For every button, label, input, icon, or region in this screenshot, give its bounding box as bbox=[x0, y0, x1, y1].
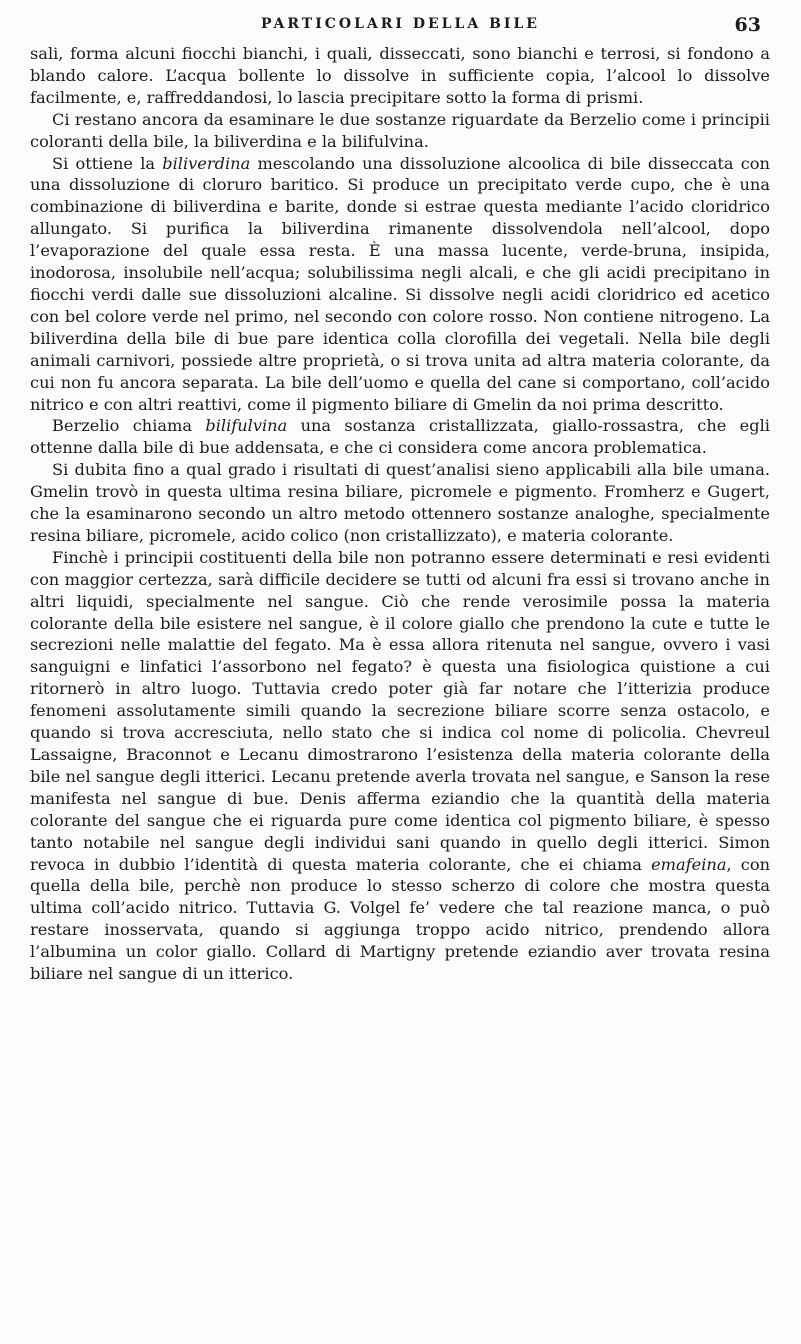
text-run: Ci restano ancora da esaminare le due sostanze riguardate da Berzelio come i principii coloranti della bile, la biliverdina e la bilifulvina. bbox=[30, 109, 770, 151]
paragraph bbox=[30, 459, 770, 547]
paragraph bbox=[30, 43, 770, 109]
text-run: una sostanza cristallizzata, giallo-rossastra, che egli ottenne dalla bile di bue addensata, e che ci considera come ancora problematica. bbox=[30, 416, 770, 458]
text-run: mescolando una dissoluzione alcoolica di bile disseccata con una dissoluzione di cloruro baritico. Si produce un precipitato verde cupo, che è una combinazione di biliverdina e barite, donde si estrae questa mediante l’acido cloridrico allungato. Si purifica la biliverdina rimanente dissolvendola nell’alcool, dopo l’evaporazione del quale essa resta. È una massa lucente, verde-bruna, insipida, inodorosa, insolubile nell’acqua; solubilissima negli alcali, e che gli acidi precipitano in fiocchi verdi dalle sue dissoluzioni alcaline. Si dissolve negli acidi cloridrico ed acetico con bel colore verde nel primo, nel secondo con colore rosso. Non contiene nitrogeno. La biliverdina della bile di bue pare identica colla clorofilla dei vegetali. Nella bile degli animali carnivori, possiede altre proprietà, o si trova unita ad altra materia colorante, da cui non fu ancora separata. La bile dell’uomo e quella del cane si comportano, coll’acido nitrico e con altri reattivi, come il pigmento biliare di Gmelin da noi prima descritto. bbox=[30, 153, 770, 414]
text-run: sali, forma alcuni fiocchi bianchi, i quali, disseccati, sono bianchi e terrosi, si fondono a blando calore. L’acqua bollente lo dissolve in sufficiente copia, l’alcool lo dissolve facilmente, e, raffreddandosi, lo lascia precipitare sotto la forma di prismi. bbox=[30, 44, 770, 107]
paragraph bbox=[30, 547, 770, 985]
paragraph bbox=[30, 109, 770, 153]
body-text bbox=[30, 43, 770, 985]
text-run: Berzelio chiama bbox=[52, 416, 206, 436]
text-run: Finchè i principii costituenti della bile non potranno essere determinati e resi evidenti con maggior certezza, sarà difficile decidere se tutti od alcuni fra essi si trovano anche in altri liquidi, specialmente nel sangue. Ciò che rende verosimile possa la materia colorante della bile esistere nel sangue, è il colore giallo che prendono la cute e tutte le secrezioni nelle malattie del fegato. Ma è essa allora ritenuta nel sangue, ovvero i vasi sanguigni e linfatici l’assorbono nel fegato? è questa una fisiologica quistione a cui ritornerò in altro luogo. Tuttavia credo poter già far notare che l’itterizia produce fenomeni assolutamente simili quando la secrezione biliare scorre senza ostacolo, e quando si trova accresciuta, nello stato che si indica col nome di policolia. Chevreul Lassaigne, Braconnot e Lecanu dimostrarono l’esistenza della materia colorante della bile nel sangue degli itterici. Lecanu pretende averla trovata nel sangue, e Sanson la rese manifesta nel sangue di bue. Denis afferma eziandio che la quantità della materia colorante del sangue che ei riguarda pure come identica col pigmento biliare, è spesso tanto notabile nel sangue degli individui sani quando in quello degli itterici. Simon revoca in dubbio l’identità di questa materia colorante, che ei chiama bbox=[30, 547, 770, 874]
paragraph bbox=[30, 153, 770, 416]
running-title: PARTICOLARI DELLA BILE bbox=[261, 16, 540, 32]
running-header bbox=[30, 14, 771, 38]
text-run: Si dubita fino a qual grado i risultati di quest’analisi sieno applicabili alla bile umana. Gmelin trovò in questa ultima resina biliare, picromele e pigmento. Fromherz e Gugert, che la esaminarono secondo un altro metodo ottennero sostanze analoghe, specialmente resina biliare, picromele, acido colico (non cristallizzato), e materia colorante. bbox=[30, 460, 770, 545]
page-number: 63 bbox=[734, 14, 761, 36]
italic-term: emafeina bbox=[651, 854, 727, 874]
text-run: Si ottiene la bbox=[52, 153, 163, 173]
italic-term: bilifulvina bbox=[205, 416, 288, 436]
text-run: , con quella della bile, perchè non produce lo stesso scherzo di colore che mostra questa ultima coll’acido nitrico. Tuttavia G. Volgel fe’ vedere che tal reazione manca, o può restare inosservata, quando si aggiunga troppo acido nitrico, prendendo allora l’albumina un color giallo. Collard di Martigny pretende eziandio aver trovata resina biliare nel sangue di un itterico. bbox=[30, 854, 770, 984]
italic-term: biliverdina bbox=[162, 153, 251, 173]
paragraph bbox=[30, 415, 770, 459]
